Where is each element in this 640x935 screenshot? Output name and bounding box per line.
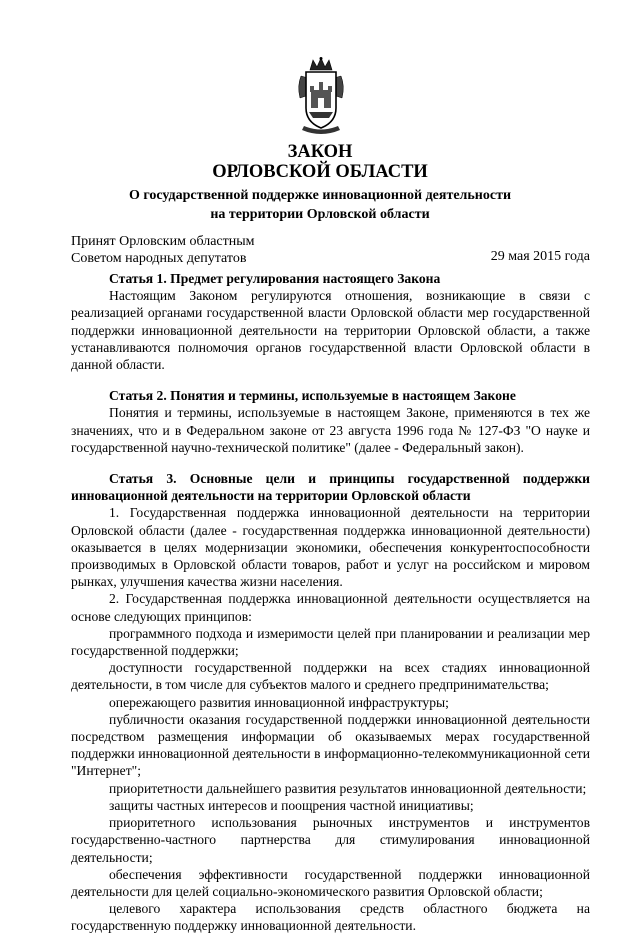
principle-item: публичности оказания государственной поддержки инновационной деятельности посредством размещения информации об оказываемых мерах государственной поддержки инновационной деятельности в информационно-телекоммуникационной сети "Интернет"; <box>71 711 590 779</box>
principle-item: доступности государственной поддержки на всех стадиях инновационной деятельности, в том числе для субъектов малого и среднего предпринимательства; <box>71 660 590 693</box>
principle-item: приоритетности дальнейшего развития результатов инновационной деятельности; <box>109 780 587 796</box>
principle-item: обеспечения эффективности государственной поддержки инновационной деятельности для целей социально-экономического развития Орловской области; <box>71 866 590 899</box>
region-title: ОРЛОВСКОЙ ОБЛАСТИ <box>212 162 428 182</box>
law-subtitle-line2: на территории Орловской области <box>210 207 430 222</box>
principle-item: программного подхода и измеримости целей при планировании и реализации мер государственной поддержки; <box>71 625 590 659</box>
adoption-info <box>71 233 255 267</box>
coat-of-arms-icon <box>296 56 346 138</box>
law-subtitle-line1: О государственной поддержке инновационной деятельности <box>128 188 512 203</box>
principle-item: целевого характера использования средств областного бюджета на государственную поддержку инновационной деятельности. <box>71 901 590 934</box>
article3-paragraph1: 1. Государственная поддержка инновационной деятельности на территории Орловской области (далее - государственная поддержка инновационной деятельности) оказывается в целях модернизации экономики, обеспечения конкурентоспособности производимых в Орловской области товаров, работ и услуг на российском и мировом рынках, улучшения качества жизни населения. <box>71 505 590 590</box>
article2-text: Понятия и термины, используемые в настоящем Законе, применяются в тех же значениях, что и в Федеральном законе от 23 августа 1996 года № 127-ФЗ "О науке и государственной научно-технической политике" (далее - Федеральный закон). <box>71 405 590 455</box>
principle-item: опережающего развития инновационной инфраструктуры; <box>109 694 449 710</box>
article3-heading: Статья 3. Основные цели и принципы государственной поддержки инновационной деятельности на территории Орловской области <box>71 471 590 504</box>
article1-heading: Статья 1. Предмет регулирования настоящего Закона <box>109 271 441 286</box>
principle-item: приоритетного использования рыночных инструментов и инструментов государственно-частного партнерства для стимулирования инновационной деятельности; <box>71 815 590 865</box>
law-title: ЗАКОН <box>287 142 353 162</box>
article3-paragraph2: 2. Государственная поддержка инновационной деятельности осуществляется на основе следующих принципов: <box>71 591 590 624</box>
principle-item: защиты частных интересов и поощрения частной инициативы; <box>109 797 474 813</box>
law-body <box>71 270 590 935</box>
article1-text: Настоящим Законом регулируются отношения, возникающие в связи с реализацией органами государственной власти Орловской области мер государственной поддержки инновационной деятельности на территории Орловской области, а также устанавливаются полномочия органов государственной власти Орловской области в данной области. <box>71 288 590 373</box>
adoption-line2: Советом народных депутатов <box>71 251 247 266</box>
adoption-date: 29 мая 2015 года <box>490 249 590 264</box>
adoption-line1: Принят Орловским областным <box>71 234 255 249</box>
article2-heading: Статья 2. Понятия и термины, используемые в настоящем Законе <box>109 388 516 404</box>
